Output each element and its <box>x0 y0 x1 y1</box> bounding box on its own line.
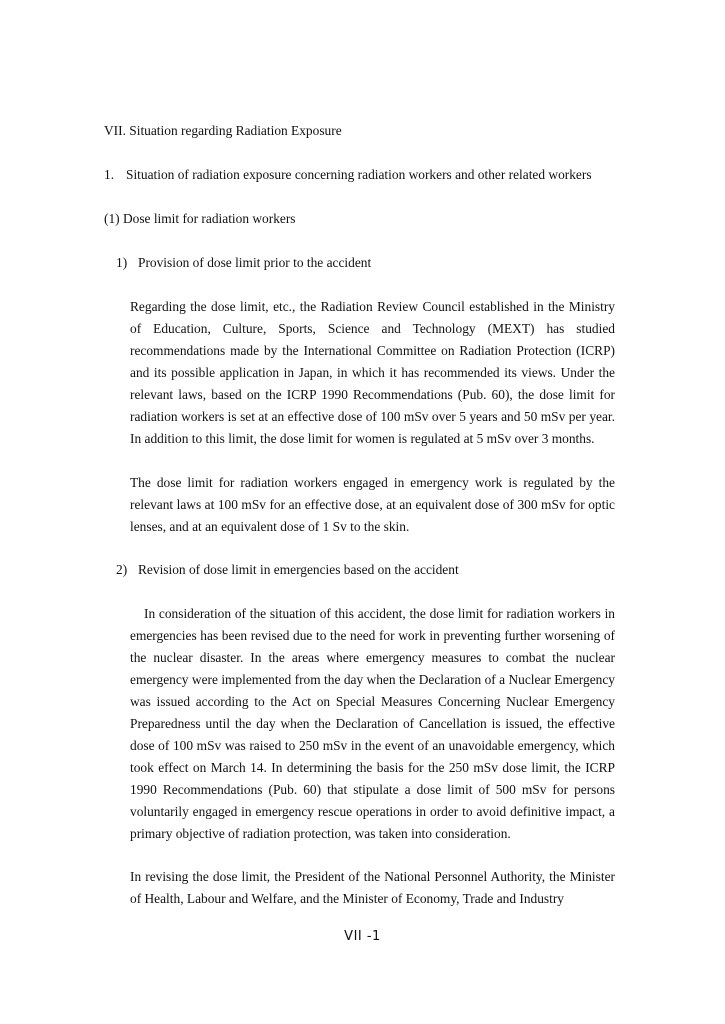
paragraph-revision-consideration: In consideration of the situation of this accident, the dose limit for radiation workers in emergencies has been revised due to the need for work in preventing further worsening of the nuclear disaster. In the areas where emergency measures to combat the nuclear emergency were implemented from the day when the Declaration of a Nuclear Emergency was issued according to the Act on Special Measures Concerning Nuclear Emergency Preparedness until the day when the Declaration of Cancellation is issued, the effective dose of 100 mSv was raised to 250 mSv in the event of an unavoidable emergency, which took effect on March 14. In determining the basis for the 250 mSv dose limit, the ICRP 1990 Recommendations (Pub. 60) that stipulate a dose limit of 500 mSv for persons voluntarily engaged in emergency rescue operations in order to avoid definitive impact, a primary objective of radiation protection, was taken into consideration. <box>130 606 615 841</box>
page-number: VII -1 <box>344 929 381 944</box>
section-number: 1. <box>104 167 115 182</box>
paragraph-emergency-work-limit: The dose limit for radiation workers engaged in emergency work is regulated by the relevant laws at 100 mSv for an effective dose, at an equivalent dose of 300 mSv for optic lenses, and at an equivalent dose of 1 Sv to the skin. <box>130 475 615 534</box>
subsection-title: (1) Dose limit for radiation workers <box>104 211 296 226</box>
paragraph-dose-limit-provision: Regarding the dose limit, etc., the Radiation Review Council established in the Ministry of Education, Culture, Sports, Science and Technology (MEXT) has studied recommendations made by the International Committee on Radiation Protection (ICRP) and its possible application in Japan, in which it has recommended its views. Under the relevant laws, based on the ICRP 1990 Recommendations (Pub. 60), the dose limit for radiation workers is set at an effective dose of 100 mSv over 5 years and 50 mSv per year. In addition to this limit, the dose limit for women is regulated at 5 mSv over 3 months. <box>130 299 615 446</box>
item-title: Provision of dose limit prior to the accident <box>138 255 372 270</box>
paragraph-revision-authorities: In revising the dose limit, the President of the National Personnel Authority, the Minister of Health, Labour and Welfare, and the Minister of Economy, Trade and Industry <box>130 869 615 906</box>
item-title: Revision of dose limit in emergencies based on the accident <box>138 562 459 577</box>
item-number: 1) <box>116 255 128 270</box>
section-title: Situation of radiation exposure concerning radiation workers and other related workers <box>126 167 592 182</box>
chapter-title: VII. Situation regarding Radiation Exposure <box>104 123 342 138</box>
item-heading-2 <box>116 561 459 579</box>
section-heading <box>104 166 592 184</box>
item-number: 2) <box>116 562 128 577</box>
item-heading-1 <box>116 254 371 272</box>
